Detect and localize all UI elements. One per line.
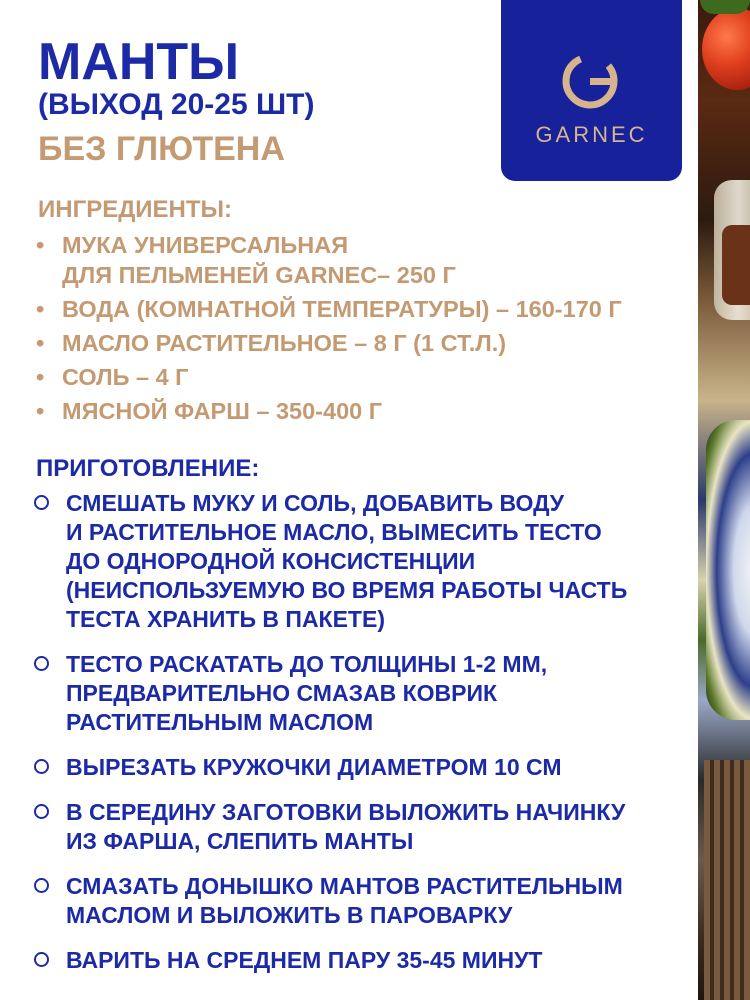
step-text: В СЕРЕДИНУ ЗАГОТОВКИ ВЫЛОЖИТЬ НАЧИНКУ ИЗ ФАРША, СЛЕПИТЬ МАНТЫ [66, 799, 626, 854]
bullet-icon: • [36, 364, 45, 390]
steamer-basket-image [704, 760, 750, 1000]
gluten-free-tag: БЕЗ ГЛЮТЕНА [38, 130, 285, 168]
brand-name: GARNEC [535, 122, 648, 147]
ingredient-text: СОЛЬ – 4 Г [62, 364, 189, 390]
step-text: СМЕШАТЬ МУКУ И СОЛЬ, ДОБАВИТЬ ВОДУ И РАСТИТЕЛЬНОЕ МАСЛО, ВЫМЕСИТЬ ТЕСТО ДО ОДНОРОДНОЙ КОНСИСТЕНЦИИ (НЕИСПОЛЬЗУЕМУЮ ВО ВРЕМЯ РАБОТЫ ЧАСТЬ ТЕСТА ХРАНИТЬ В ПАКЕТЕ) [66, 490, 628, 632]
ingredient-text: ВОДА (КОМНАТНОЙ ТЕМПЕРАТУРЫ) – 160-170 Г [62, 296, 622, 322]
ingredient-text: МАСЛО РАСТИТЕЛЬНОЕ – 8 Г (1 СТ.Л.) [62, 330, 507, 356]
step-circle-icon [34, 656, 49, 671]
bullet-icon: • [36, 330, 45, 356]
preparation-steps [32, 489, 692, 991]
preparation-step [32, 946, 692, 975]
step-circle-icon [34, 952, 49, 967]
step-text: СМАЗАТЬ ДОНЫШКО МАНТОВ РАСТИТЕЛЬНЫМ МАСЛОМ И ВЫЛОЖИТЬ В ПАРОВАРКУ [66, 873, 623, 928]
leaf-image [700, 0, 750, 14]
step-text: ВАРИТЬ НА СРЕДНЕМ ПАРУ 35-45 МИНУТ [66, 947, 543, 973]
ingredient-item [36, 328, 676, 358]
brand-logo [501, 0, 682, 181]
bullet-icon: • [36, 232, 45, 258]
recipe-title: МАНТЫ [38, 33, 240, 91]
recipe-yield: (ВЫХОД 20-25 ШТ) [38, 88, 315, 121]
ingredient-text: МУКА УНИВЕРСАЛЬНАЯ ДЛЯ ПЕЛЬМЕНЕЙ GARNEC– 250 Г [62, 232, 456, 288]
bullet-icon: • [36, 296, 45, 322]
step-circle-icon [34, 878, 49, 893]
step-text: ВЫРЕЗАТЬ КРУЖОЧКИ ДИАМЕТРОМ 10 СМ [66, 754, 562, 780]
ingredient-item [36, 294, 676, 324]
preparation-step [32, 650, 692, 737]
preparation-step [32, 872, 692, 930]
ingredient-item [36, 396, 676, 426]
step-text: ТЕСТО РАСКАТАТЬ ДО ТОЛЩИНЫ 1-2 ММ, ПРЕДВАРИТЕЛЬНО СМАЗАВ КОВРИК РАСТИТЕЛЬНЫМ МАСЛОМ [66, 651, 548, 735]
preparation-step [32, 489, 692, 634]
plate-image [706, 420, 750, 720]
preparation-step [32, 753, 692, 782]
jar-sauce-image [722, 225, 750, 305]
bullet-icon: • [36, 398, 45, 424]
ingredient-text: МЯСНОЙ ФАРШ – 350-400 Г [62, 398, 383, 424]
ingredients-list [36, 230, 676, 430]
preparation-step [32, 798, 692, 856]
step-circle-icon [34, 495, 49, 510]
step-circle-icon [34, 804, 49, 819]
ingredient-item [36, 230, 676, 290]
ingredient-item [36, 362, 676, 392]
ingredients-title: ИНГРЕДИЕНТЫ: [38, 196, 233, 223]
step-circle-icon [34, 759, 49, 774]
preparation-title: ПРИГОТОВЛЕНИЕ: [36, 455, 260, 482]
garnec-logo-icon [559, 50, 621, 112]
